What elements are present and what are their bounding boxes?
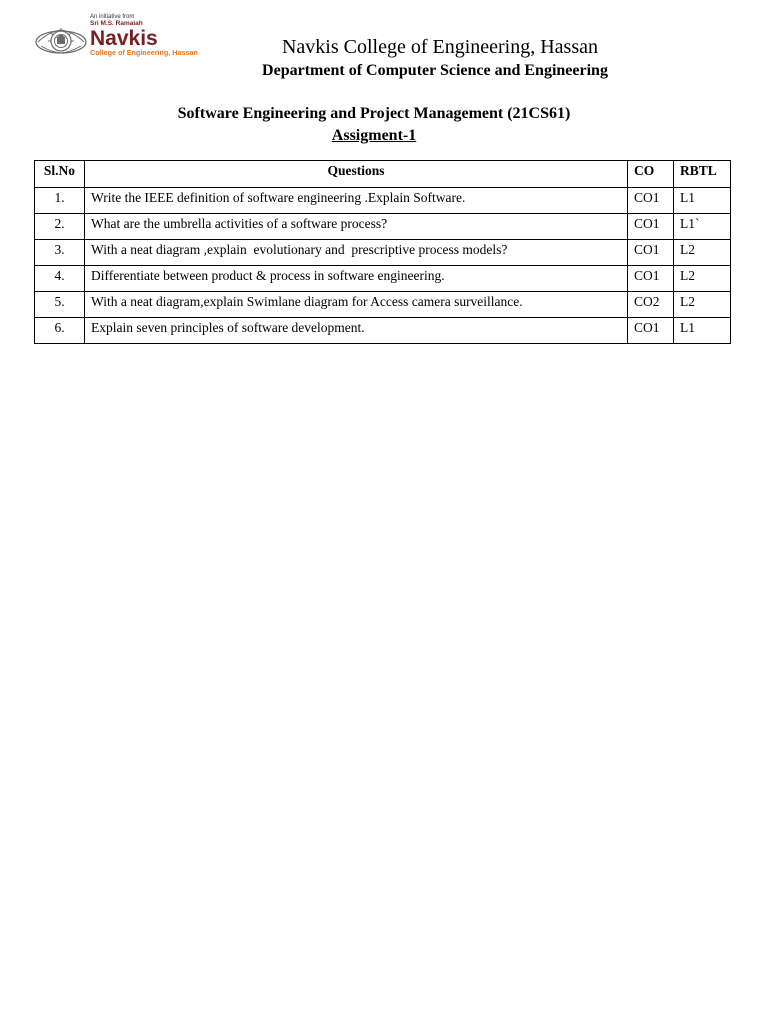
- column-header-co: CO: [628, 161, 674, 188]
- assignment-title-text: Assigment-1: [331, 127, 417, 144]
- row-question: Explain seven principles of software development.: [85, 318, 628, 344]
- row-co: CO1: [628, 318, 674, 344]
- row-co: CO1: [628, 214, 674, 240]
- table-row: [35, 240, 731, 266]
- college-emblem-icon: [36, 28, 86, 53]
- table-row: [35, 214, 731, 240]
- questions-table: [34, 160, 731, 344]
- row-co: CO1: [628, 240, 674, 266]
- logo-initiative-line2: Sri M.S. Ramaiah: [90, 20, 143, 27]
- row-co: CO2: [628, 292, 674, 318]
- table-row: [35, 266, 731, 292]
- row-slno: 6.: [35, 318, 85, 344]
- row-question: Write the IEEE definition of software engineering .Explain Software.: [85, 188, 628, 214]
- row-slno: 2.: [35, 214, 85, 240]
- college-logo: [34, 8, 224, 64]
- course-title: Software Engineering and Project Management (21CS61): [177, 105, 571, 122]
- row-question: With a neat diagram,explain Swimlane diagram for Access camera surveillance.: [85, 292, 628, 318]
- row-question: With a neat diagram ,explain evolutionary and prescriptive process models?: [85, 240, 628, 266]
- column-header-rbtl: RBTL: [674, 161, 731, 188]
- table-row: [35, 292, 731, 318]
- row-slno: 1.: [35, 188, 85, 214]
- row-slno: 3.: [35, 240, 85, 266]
- row-rbtl: L1: [674, 318, 731, 344]
- assignment-title: [260, 126, 488, 146]
- logo-initiative-line1: An initiative from: [90, 14, 135, 20]
- row-co: CO1: [628, 188, 674, 214]
- college-name: Navkis College of Engineering, Hassan: [281, 36, 599, 58]
- department-name: Department of Computer Science and Engineering: [262, 62, 608, 79]
- row-rbtl: L1`: [674, 214, 731, 240]
- logo-brand: Navkis: [90, 27, 158, 50]
- row-rbtl: L2: [674, 292, 731, 318]
- column-header-slno: Sl.No: [35, 161, 85, 188]
- logo-tagline: College of Engineering, Hassan: [90, 48, 198, 57]
- table-row: [35, 318, 731, 344]
- row-co: CO1: [628, 266, 674, 292]
- column-header-questions: Questions: [85, 161, 628, 188]
- table-row: [35, 188, 731, 214]
- row-slno: 4.: [35, 266, 85, 292]
- table-header-row: [35, 161, 731, 188]
- row-question: Differentiate between product & process in software engineering.: [85, 266, 628, 292]
- row-rbtl: L2: [674, 266, 731, 292]
- row-rbtl: L1: [674, 188, 731, 214]
- row-question: What are the umbrella activities of a software process?: [85, 214, 628, 240]
- row-rbtl: L2: [674, 240, 731, 266]
- row-slno: 5.: [35, 292, 85, 318]
